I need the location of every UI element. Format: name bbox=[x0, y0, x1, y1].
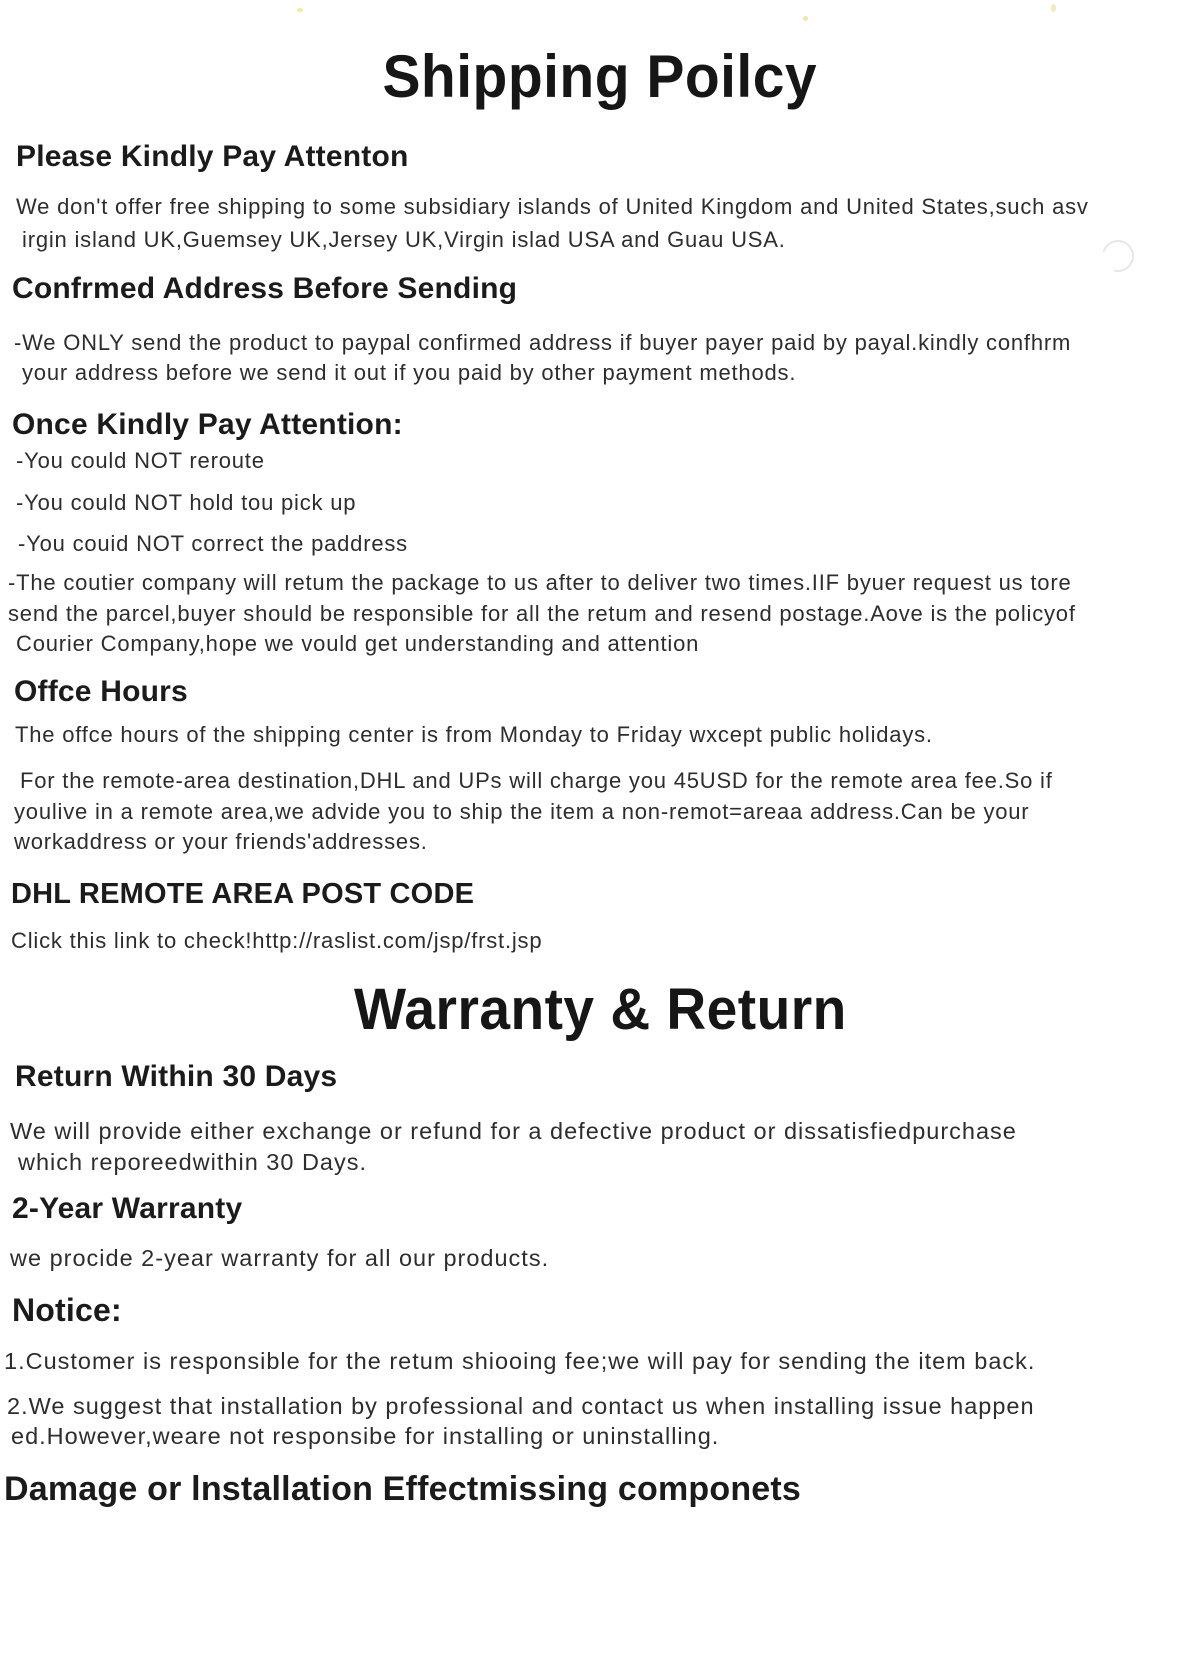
heading-confirmed-address: Confrmed Address Before Sending bbox=[12, 272, 518, 305]
notice-item: 2.We suggest that installation by professional and contact us when installing issue happen bbox=[7, 1393, 1035, 1419]
artifact-speck bbox=[1051, 4, 1056, 12]
paragraph-line: We will provide either exchange or refund for a defective product or dissatisfiedpurchase bbox=[10, 1118, 1017, 1144]
heading-dhl-remote: DHL REMOTE AREA POST CODE bbox=[11, 878, 475, 910]
heading-office-hours: Offce Hours bbox=[14, 675, 188, 708]
artifact-speck bbox=[297, 8, 303, 12]
paragraph-line: workaddress or your friends'addresses. bbox=[14, 829, 428, 854]
remote-area-check-link[interactable]: Click this link to check!http://raslist.com/jsp/frst.jsp bbox=[11, 928, 543, 953]
warranty-return-title-text: Warranty & Return bbox=[353, 977, 847, 1042]
paragraph-line: irgin island UK,Guemsey UK,Jersey UK,Virgin islad USA and Guau USA. bbox=[22, 227, 786, 252]
heading-notice: Notice: bbox=[12, 1292, 122, 1328]
bullet-no-reroute: -You could NOT reroute bbox=[16, 448, 265, 473]
paragraph-line: -We ONLY send the product to paypal confirmed address if buyer payer paid by payal.kindly confhrm bbox=[14, 330, 1072, 355]
heading-pay-attention: Please Kindly Pay Attenton bbox=[16, 140, 409, 173]
heading-2-year-warranty: 2-Year Warranty bbox=[12, 1192, 243, 1225]
paragraph-line: send the parcel,buyer should be responsible for all the retum and resend postage.Aove is the policyof bbox=[8, 601, 1076, 626]
paragraph-line: The offce hours of the shipping center is from Monday to Friday wxcept public holidays. bbox=[15, 722, 933, 747]
heading-return-30-days: Return Within 30 Days bbox=[15, 1060, 338, 1093]
bullet-no-correct: -You couid NOT correct the paddress bbox=[18, 531, 408, 556]
paragraph-line: youlive in a remote area,we advide you to ship the item a non-remot=areaa address.Can be your bbox=[14, 799, 1030, 824]
shipping-policy-title-text: Shipping Poilcy bbox=[382, 43, 818, 110]
artifact-watermark-circle bbox=[1096, 234, 1140, 278]
heading-damage-installation: Damage or lnstallation Effectmissing componets bbox=[4, 1470, 802, 1508]
heading-once-attention: Once Kindly Pay Attention: bbox=[12, 408, 403, 441]
paragraph-line: Courier Company,hope we vould get understanding and attention bbox=[16, 631, 700, 656]
paragraph-line: your address before we send it out if you paid by other payment methods. bbox=[22, 360, 797, 385]
paragraph-line: we procide 2-year warranty for all our products. bbox=[10, 1245, 550, 1271]
paragraph-line: For the remote-area destination,DHL and UPs will charge you 45USD for the remote area fee.So if bbox=[20, 768, 1053, 793]
artifact-speck bbox=[803, 16, 808, 21]
warranty-return-title bbox=[0, 976, 1200, 1043]
bullet-no-hold: -You could NOT hold tou pick up bbox=[16, 490, 357, 515]
paragraph-line: which reporeedwithin 30 Days. bbox=[18, 1149, 368, 1175]
shipping-policy-title bbox=[0, 42, 1200, 111]
paragraph-line: -The coutier company will retum the package to us after to deliver two times.IIF byuer request us tore bbox=[8, 570, 1072, 595]
paragraph-line: We don't offer free shipping to some subsidiary islands of United Kingdom and United States,such asv bbox=[16, 194, 1089, 219]
notice-item: ed.However,weare not responsibe for installing or uninstalling. bbox=[11, 1423, 720, 1449]
notice-item: 1.Customer is responsible for the retum shiooing fee;we will pay for sending the item back. bbox=[4, 1348, 1036, 1374]
